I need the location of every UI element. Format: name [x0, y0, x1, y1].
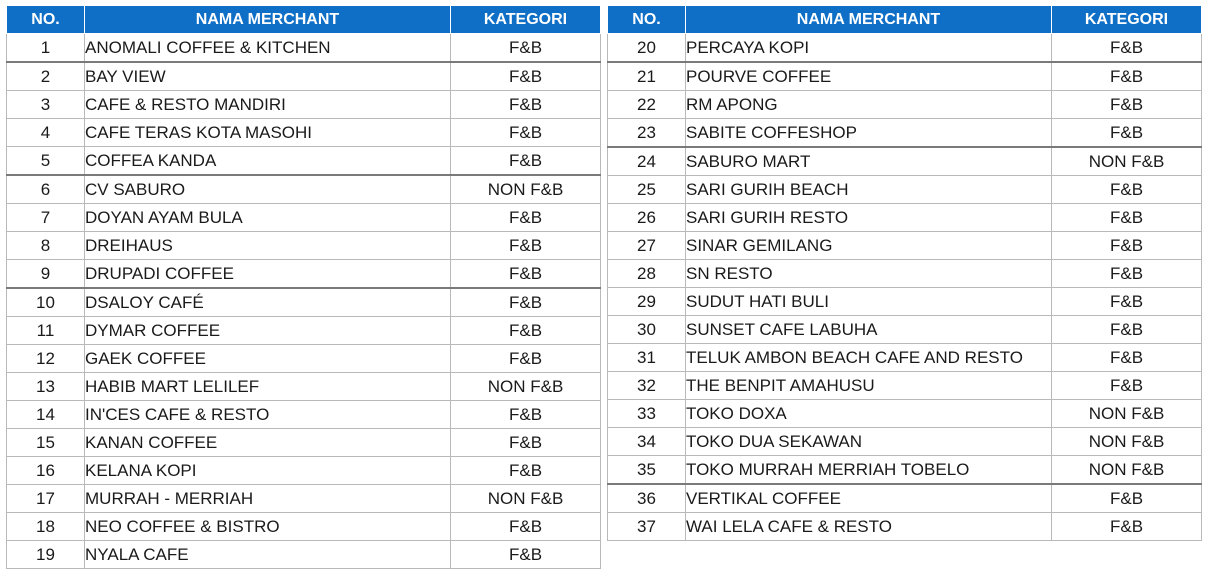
- table-row: [608, 513, 1202, 541]
- row-number: 31: [608, 344, 686, 372]
- row-number: 7: [7, 204, 85, 232]
- merchant-name: POURVE COFFEE: [686, 62, 1052, 91]
- table-row: [7, 373, 601, 401]
- table-row: [7, 260, 601, 289]
- merchant-category: F&B: [451, 62, 601, 91]
- header-row: [7, 6, 601, 34]
- merchant-category: F&B: [451, 429, 601, 457]
- merchant-name: PERCAYA KOPI: [686, 34, 1052, 63]
- merchant-name: SINAR GEMILANG: [686, 232, 1052, 260]
- table-row: [608, 260, 1202, 288]
- merchant-category: F&B: [451, 34, 601, 63]
- table-row: [608, 288, 1202, 316]
- merchant-category: NON F&B: [451, 373, 601, 401]
- merchant-category: F&B: [1052, 484, 1202, 513]
- merchant-name: TELUK AMBON BEACH CAFE AND RESTO: [686, 344, 1052, 372]
- table-row: [608, 176, 1202, 204]
- merchant-category: F&B: [451, 232, 601, 260]
- merchant-table-right: [607, 5, 1202, 541]
- table-row: [7, 232, 601, 260]
- merchant-category: NON F&B: [451, 485, 601, 513]
- row-number: 24: [608, 147, 686, 176]
- table-row: [608, 316, 1202, 344]
- table-row: [608, 372, 1202, 400]
- row-number: 34: [608, 428, 686, 456]
- merchant-category: F&B: [451, 401, 601, 429]
- table-row: [7, 119, 601, 147]
- merchant-name: SABITE COFFESHOP: [686, 119, 1052, 148]
- row-number: 21: [608, 62, 686, 91]
- merchant-name: IN'CES CAFE & RESTO: [85, 401, 451, 429]
- column-header-category: KATEGORI: [451, 6, 601, 34]
- merchant-name: DSALOY CAFÉ: [85, 288, 451, 317]
- merchant-category: NON F&B: [451, 175, 601, 204]
- merchant-category: F&B: [1052, 232, 1202, 260]
- row-number: 37: [608, 513, 686, 541]
- row-number: 11: [7, 317, 85, 345]
- row-number: 10: [7, 288, 85, 317]
- row-number: 25: [608, 176, 686, 204]
- merchant-category: F&B: [1052, 204, 1202, 232]
- merchant-name: BAY VIEW: [85, 62, 451, 91]
- merchant-name: SARI GURIH BEACH: [686, 176, 1052, 204]
- merchant-name: NYALA CAFE: [85, 541, 451, 569]
- merchant-name: TOKO DOXA: [686, 400, 1052, 428]
- table-row: [7, 457, 601, 485]
- table-row: [608, 344, 1202, 372]
- merchant-name: DRUPADI COFFEE: [85, 260, 451, 289]
- merchant-category: NON F&B: [1052, 456, 1202, 485]
- row-number: 30: [608, 316, 686, 344]
- table-row: [7, 34, 601, 63]
- table-row: [7, 317, 601, 345]
- merchant-name: KELANA KOPI: [85, 457, 451, 485]
- merchant-name: CAFE & RESTO MANDIRI: [85, 91, 451, 119]
- table-row: [7, 485, 601, 513]
- merchant-category: F&B: [1052, 344, 1202, 372]
- merchant-category: F&B: [1052, 288, 1202, 316]
- table-row: [7, 345, 601, 373]
- merchant-category: F&B: [1052, 91, 1202, 119]
- merchant-category: F&B: [1052, 513, 1202, 541]
- merchant-category: F&B: [1052, 372, 1202, 400]
- merchant-table-left: [6, 5, 601, 569]
- row-number: 28: [608, 260, 686, 288]
- table-body-left: [7, 34, 601, 569]
- merchant-name: DYMAR COFFEE: [85, 317, 451, 345]
- merchant-name: SN RESTO: [686, 260, 1052, 288]
- table-row: [7, 204, 601, 232]
- row-number: 13: [7, 373, 85, 401]
- merchant-name: COFFEA KANDA: [85, 147, 451, 176]
- row-number: 23: [608, 119, 686, 148]
- table-row: [7, 541, 601, 569]
- merchant-name: MURRAH - MERRIAH: [85, 485, 451, 513]
- merchant-category: F&B: [1052, 176, 1202, 204]
- table-row: [7, 429, 601, 457]
- merchant-category: F&B: [451, 260, 601, 289]
- table-row: [608, 456, 1202, 485]
- merchant-name: CV SABURO: [85, 175, 451, 204]
- row-number: 33: [608, 400, 686, 428]
- merchant-category: F&B: [1052, 316, 1202, 344]
- merchant-category: NON F&B: [1052, 147, 1202, 176]
- column-header-name: NAMA MERCHANT: [686, 6, 1052, 34]
- row-number: 1: [7, 34, 85, 63]
- merchant-name: DREIHAUS: [85, 232, 451, 260]
- merchant-name: THE BENPIT AMAHUSU: [686, 372, 1052, 400]
- header-row: [608, 6, 1202, 34]
- row-number: 2: [7, 62, 85, 91]
- column-header-name: NAMA MERCHANT: [85, 6, 451, 34]
- merchant-name: CAFE TERAS KOTA MASOHI: [85, 119, 451, 147]
- row-number: 8: [7, 232, 85, 260]
- column-header-category: KATEGORI: [1052, 6, 1202, 34]
- table-row: [608, 428, 1202, 456]
- row-number: 16: [7, 457, 85, 485]
- row-number: 15: [7, 429, 85, 457]
- row-number: 12: [7, 345, 85, 373]
- table-row: [7, 62, 601, 91]
- merchant-name: SABURO MART: [686, 147, 1052, 176]
- merchant-category: F&B: [1052, 62, 1202, 91]
- merchant-category: F&B: [451, 119, 601, 147]
- table-row: [608, 91, 1202, 119]
- merchant-name: WAI LELA CAFE & RESTO: [686, 513, 1052, 541]
- table-row: [7, 175, 601, 204]
- merchant-name: RM APONG: [686, 91, 1052, 119]
- merchant-name: SUNSET CAFE LABUHA: [686, 316, 1052, 344]
- table-row: [7, 147, 601, 176]
- table-row: [608, 484, 1202, 513]
- merchant-category: F&B: [451, 345, 601, 373]
- merchant-category: F&B: [1052, 34, 1202, 63]
- row-number: 5: [7, 147, 85, 176]
- merchant-category: F&B: [451, 288, 601, 317]
- merchant-name: SARI GURIH RESTO: [686, 204, 1052, 232]
- merchant-category: NON F&B: [1052, 428, 1202, 456]
- merchant-name: ANOMALI COFFEE & KITCHEN: [85, 34, 451, 63]
- row-number: 32: [608, 372, 686, 400]
- row-number: 29: [608, 288, 686, 316]
- row-number: 6: [7, 175, 85, 204]
- table-row: [7, 513, 601, 541]
- merchant-category: F&B: [451, 91, 601, 119]
- row-number: 17: [7, 485, 85, 513]
- row-number: 20: [608, 34, 686, 63]
- merchant-category: F&B: [451, 513, 601, 541]
- merchant-name: NEO COFFEE & BISTRO: [85, 513, 451, 541]
- table-body-right: [608, 34, 1202, 541]
- merchant-category: F&B: [451, 204, 601, 232]
- row-number: 4: [7, 119, 85, 147]
- table-row: [608, 119, 1202, 148]
- row-number: 14: [7, 401, 85, 429]
- merchant-name: DOYAN AYAM BULA: [85, 204, 451, 232]
- row-number: 19: [7, 541, 85, 569]
- table-row: [608, 400, 1202, 428]
- merchant-name: TOKO MURRAH MERRIAH TOBELO: [686, 456, 1052, 485]
- merchant-category: F&B: [451, 317, 601, 345]
- row-number: 35: [608, 456, 686, 485]
- row-number: 18: [7, 513, 85, 541]
- table-row: [608, 62, 1202, 91]
- merchant-category: NON F&B: [1052, 400, 1202, 428]
- table-row: [7, 401, 601, 429]
- column-header-no: NO.: [608, 6, 686, 34]
- row-number: 3: [7, 91, 85, 119]
- row-number: 27: [608, 232, 686, 260]
- table-row: [608, 204, 1202, 232]
- table-row: [7, 288, 601, 317]
- merchant-name: KANAN COFFEE: [85, 429, 451, 457]
- table-row: [608, 147, 1202, 176]
- merchant-name: SUDUT HATI BULI: [686, 288, 1052, 316]
- merchant-category: F&B: [1052, 260, 1202, 288]
- table-row: [7, 91, 601, 119]
- column-header-no: NO.: [7, 6, 85, 34]
- merchant-category: F&B: [451, 457, 601, 485]
- table-row: [608, 34, 1202, 63]
- row-number: 9: [7, 260, 85, 289]
- table-row: [608, 232, 1202, 260]
- row-number: 36: [608, 484, 686, 513]
- merchant-category: F&B: [1052, 119, 1202, 148]
- merchant-name: TOKO DUA SEKAWAN: [686, 428, 1052, 456]
- merchant-name: HABIB MART LELILEF: [85, 373, 451, 401]
- row-number: 22: [608, 91, 686, 119]
- row-number: 26: [608, 204, 686, 232]
- merchant-name: VERTIKAL COFFEE: [686, 484, 1052, 513]
- merchant-category: F&B: [451, 147, 601, 176]
- merchant-category: F&B: [451, 541, 601, 569]
- merchant-name: GAEK COFFEE: [85, 345, 451, 373]
